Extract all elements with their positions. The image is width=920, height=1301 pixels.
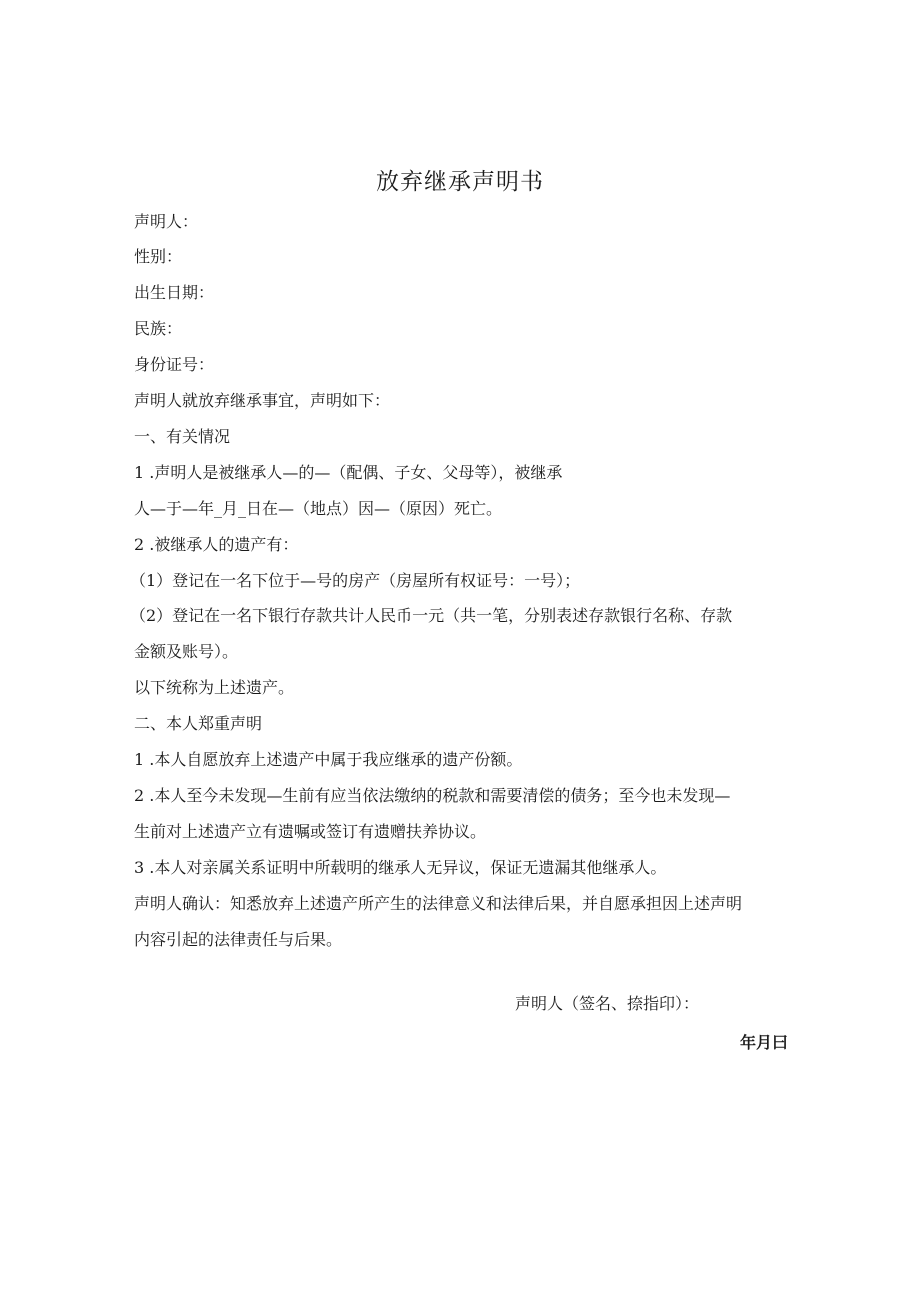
intro-text: 声明人就放弃继承事宜，声明如下： bbox=[134, 391, 391, 410]
document-title: 放弃继承声明书 bbox=[376, 169, 544, 195]
section1-sub2-line1: （2）登记在一名下银行存款共计人民币一元（共一笔，分别表述存款银行名称、存款 bbox=[130, 606, 733, 625]
section2-item3: 3 .本人对亲属关系证明中所载明的继承人无异议，保证无遗漏其他继承人。 bbox=[134, 858, 667, 877]
declarant-field: 声明人： bbox=[134, 212, 199, 231]
confirmation-line1: 声明人确认：知悉放弃上述遗产所产生的法律意义和法律后果，并自愿承担因上述声明 bbox=[134, 894, 743, 913]
section1-heading: 一、有关情况 bbox=[134, 427, 231, 446]
section1-sub2-line2: 金额及账号）。 bbox=[134, 642, 239, 661]
section2-item2-line1: 2 .本人至今未发现—生前有应当依法缴纳的税款和需要清偿的债务；至今也未发现— bbox=[134, 786, 731, 805]
birth-date-field: 出生日期： bbox=[134, 283, 215, 302]
id-number-field: 身份证号： bbox=[134, 355, 215, 374]
section1-sub1: （1）登记在一名下位于—号的房产（房屋所有权证号：一号）； bbox=[130, 571, 581, 590]
ethnicity-field: 民族： bbox=[134, 319, 183, 338]
gender-field: 性别： bbox=[134, 247, 183, 266]
section2-item1: 1 .本人自愿放弃上述遗产中属于我应继承的遗产份额。 bbox=[134, 750, 523, 769]
section1-item1-line2: 人—于—年_月_日在—（地点）因—（原因）死亡。 bbox=[134, 499, 503, 518]
section1-item1-line1: 1 .声明人是被继承人—的—（配偶、子女、父母等），被继承 bbox=[134, 463, 563, 482]
section2-item2-line2: 生前对上述遗产立有遗嘱或签订有遗赠扶养协议。 bbox=[134, 822, 487, 841]
date-label: 年月曰 bbox=[739, 1033, 788, 1052]
section1-item2: 2 .被继承人的遗产有： bbox=[134, 535, 299, 554]
section1-summary: 以下统称为上述遗产。 bbox=[134, 678, 295, 697]
confirmation-line2: 内容引起的法律责任与后果。 bbox=[134, 930, 343, 949]
signature-label: 声明人（签名、捺指印）： bbox=[515, 994, 700, 1013]
section2-heading: 二、本人郑重声明 bbox=[134, 714, 263, 733]
